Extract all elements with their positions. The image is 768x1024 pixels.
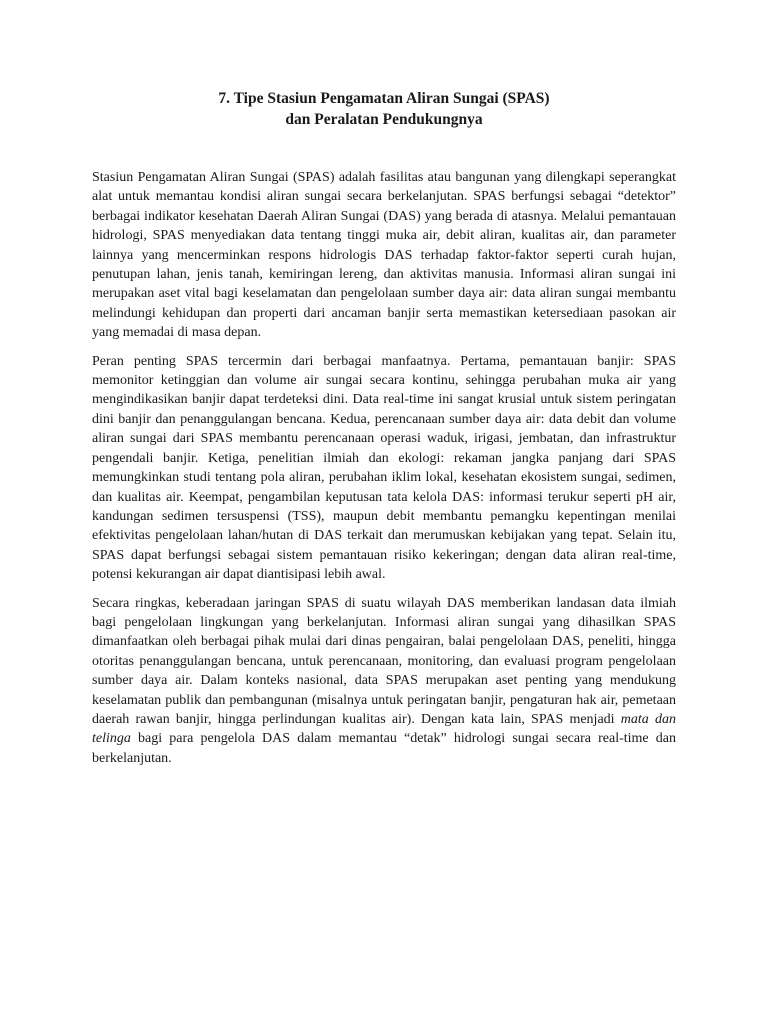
paragraph-3-italic-phrase: mata dan telinga [92, 711, 676, 747]
paragraph-3-text-end: bagi para pengelola DAS dalam memantau “detak” hidrologi sungai secara real-time dan berkelanjutan. [92, 731, 676, 766]
title-line-2: dan Peralatan Pendukungnya [285, 111, 483, 128]
page-title [92, 88, 676, 130]
paragraph-3-text-start: Secara ringkas, keberadaan jaringan SPAS di suatu wilayah DAS memberikan landasan data ilmiah bagi pengelolaan lingkungan yang berkelanjutan. Informasi aliran sungai yang dihasilkan SPAS dimanfaatkan oleh berbagai pihak mulai dari dinas pengairan, balai pengelolaan DAS, peneliti, hingga otoritas penanggulangan bencana, untuk perencanaan, monitoring, dan evaluasi program pengelolaan sumber daya air. Dalam konteks nasional, data SPAS merupakan aset penting yang mendukung keselamatan publik dan pembangunan (misalnya untuk peringatan banjir, pengaturan hak air, pemetaan daerah rawan banjir, hingga perlindungan kualitas air). Dengan kata lain, SPAS menjadi [92, 595, 676, 727]
title-line-1: 7. Tipe Stasiun Pengamatan Aliran Sungai (SPAS) [218, 90, 550, 107]
paragraph-2: Peran penting SPAS tercermin dari berbagai manfaatnya. Pertama, pemantauan banjir: SPAS memonitor ketinggian dan volume air sungai secara kontinu, sehingga perubahan muka air yang mengindikasikan banjir dapat terdeteksi dini. Data real-time ini sangat krusial untuk sistem peringatan dini banjir dan penanggulangan bencana. Kedua, perencanaan sumber daya air: data debit dan volume aliran sungai dari SPAS membantu perencanaan operasi waduk, irigasi, jembatan, dan infrastruktur pengendali banjir. Ketiga, penelitian ilmiah dan ekologi: rekaman jangka panjang dari SPAS memungkinkan studi tentang pola aliran, perubahan iklim lokal, kesehatan ekosistem sungai, sedimen, dan kualitas air. Keempat, pengambilan keputusan tata kelola DAS: informasi terukur seperti pH air, kandungan sedimen tersuspensi (TSS), maupun debit membantu pemangku kepentingan menilai efektivitas pengelolaan lahan/hutan di DAS terkait dan merumuskan kebijakan yang tepat. Selain itu, SPAS dapat berfungsi sebagai sistem pemantauan risiko kekeringan; dengan data aliran real-time, potensi kekurangan air dapat diantisipasi lebih awal. [92, 353, 676, 583]
paragraph-3 [92, 594, 676, 769]
paragraph-1: Stasiun Pengamatan Aliran Sungai (SPAS) adalah fasilitas atau bangunan yang dilengkapi seperangkat alat untuk memantau kondisi aliran sungai secara berkelanjutan. SPAS berfungsi sebagai “detektor” berbagai indikator kesehatan Daerah Aliran Sungai (DAS) yang berada di atasnya. Melalui pemantauan hidrologi, SPAS menyediakan data tentang tinggi muka air, debit aliran, kualitas air, dan parameter lainnya yang mencerminkan respons hidrologis DAS terhadap faktor-faktor seperti curah hujan, penutupan lahan, jenis tanah, kemiringan lereng, dan aktivitas manusia. Informasi aliran sungai ini merupakan aset vital bagi keselamatan dan pengelolaan sumber daya air: data aliran sungai membantu melindungi kehidupan dan properti dari ancaman banjir serta memastikan ketersediaan pasokan air yang memadai di masa depan. [92, 170, 676, 341]
